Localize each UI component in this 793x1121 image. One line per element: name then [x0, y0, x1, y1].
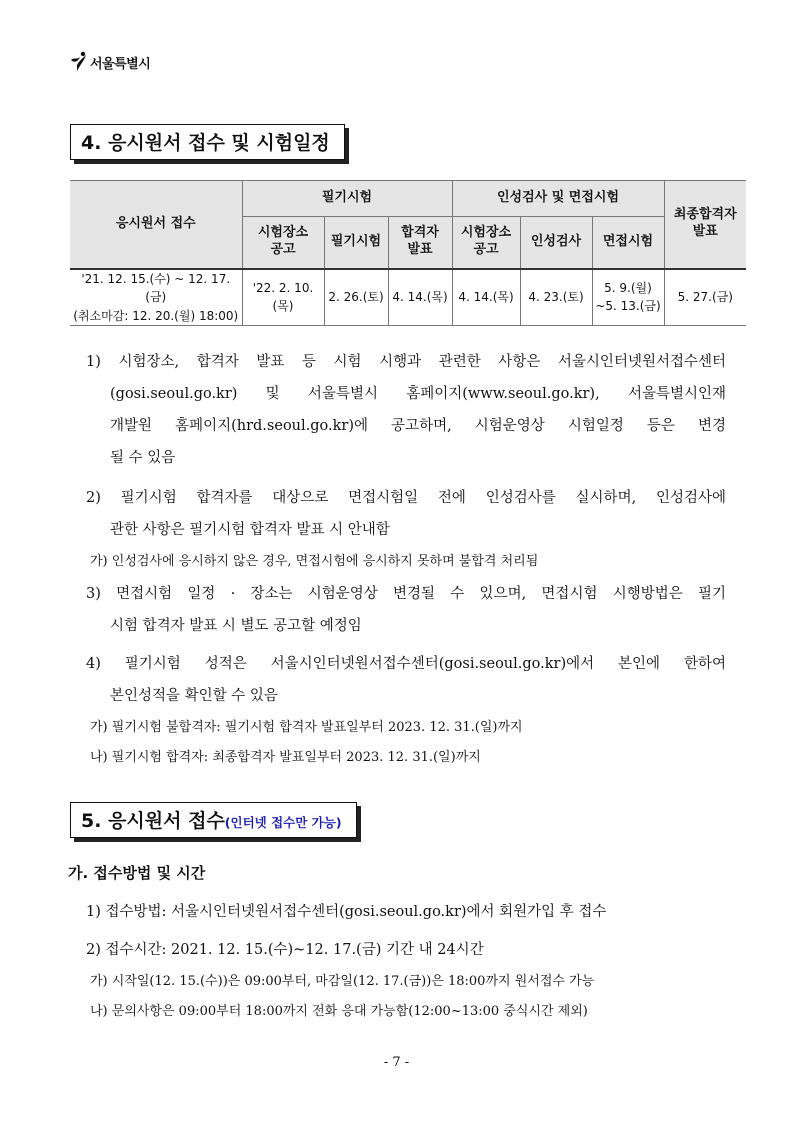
note-3-line1: 3) 면접시험 일정 · 장소는 시험운영상 변경될 수 있으며, 면접시험 시행방법은 필기: [86, 586, 726, 602]
col-exam-notice2: 시험장소 공고: [452, 217, 520, 269]
cell-written-exam: 2. 26.(토): [324, 269, 388, 326]
col-exam-notice: 시험장소 공고: [242, 217, 324, 269]
col-personality: 인성검사: [520, 217, 592, 269]
cell-exam-notice: '22. 2. 10.(목): [242, 269, 324, 326]
col-receipt: 응시원서 접수: [70, 181, 242, 269]
note-1-line3: 개발원 홈페이지(hrd.seoul.go.kr)에 공고하며, 시험운영상 시험일정 등은 변경: [110, 418, 726, 434]
note-1-line2: (gosi.seoul.go.kr) 및 서울특별시 홈페이지(www.seoul.go.kr), 서울특별시인재: [110, 386, 726, 402]
section5-title: 5. 응시원서 접수: [81, 810, 225, 832]
section5-sub-heading: 가. 접수방법 및 시간: [68, 864, 206, 882]
note-4-sub-a: 가) 필기시험 불합격자: 필기시험 합격자 발표일부터 2023. 12. 31.(일)까지: [90, 720, 523, 735]
note-2-sub-a: 가) 인성검사에 응시하지 않은 경우, 면접시험에 응시하지 못하며 불합격 처리됨: [90, 554, 539, 569]
receipt-time: 2) 접수시간: 2021. 12. 15.(수)~12. 17.(금) 기간 내 24시간: [86, 942, 484, 958]
receipt-time-sub-a: 가) 시작일(12. 15.(수))은 09:00부터, 마감일(12. 17.(금))은 18:00까지 원서접수 가능: [90, 974, 595, 989]
note-4-line2: 본인성적을 확인할 수 있음: [110, 688, 278, 704]
col-written-exam: 필기시험: [324, 217, 388, 269]
schedule-table: [70, 180, 746, 326]
receipt-method: 1) 접수방법: 서울시인터넷원서접수센터(gosi.seoul.go.kr)에서 회원가입 후 접수: [86, 904, 607, 920]
cell-exam-notice2: 4. 14.(목): [452, 269, 520, 326]
note-4-line1: 4) 필기시험 성적은 서울시인터넷원서접수센터(gosi.seoul.go.kr)에서 본인에 한하여: [86, 656, 726, 672]
note-3-line2: 시험 합격자 발표 시 별도 공고할 예정임: [110, 618, 362, 634]
group-written: 필기시험: [242, 181, 452, 217]
note-4-sub-b: 나) 필기시험 합격자: 최종합격자 발표일부터 2023. 12. 31.(일)까지: [90, 750, 481, 765]
seoul-logo: [68, 50, 150, 74]
seoul-logo-icon: [68, 51, 88, 73]
col-pass-notice: 합격자 발표: [388, 217, 452, 269]
cell-interview: 5. 9.(월) ~5. 13.(금): [592, 269, 664, 326]
cell-receipt: '21. 12. 15.(수) ~ 12. 17.(금) (취소마감: 12. 20.(월) 18:00): [70, 269, 242, 326]
cell-final: 5. 27.(금): [664, 269, 746, 326]
section5-subtitle: (인터넷 접수만 가능): [224, 815, 342, 830]
note-2-line1: 2) 필기시험 합격자를 대상으로 면접시험일 전에 인성검사를 실시하며, 인성검사에: [86, 490, 726, 506]
receipt-time-sub-b: 나) 문의사항은 09:00부터 18:00까지 전화 응대 가능함(12:00~13:00 중식시간 제외): [90, 1004, 588, 1019]
group-interview: 인성검사 및 면접시험: [452, 181, 664, 217]
col-interview: 면접시험: [592, 217, 664, 269]
section4-title: 4. 응시원서 접수 및 시험일정: [70, 124, 345, 160]
col-final: 최종합격자 발표: [664, 181, 746, 269]
table-row: [70, 269, 746, 326]
note-1-line1: 1) 시험장소, 합격자 발표 등 시험 시행과 관련한 사항은 서울시인터넷원서접수센터: [86, 354, 726, 370]
page-number: - 7 -: [383, 1055, 410, 1070]
note-2-line2: 관한 사항은 필기시험 합격자 발표 시 안내함: [110, 522, 390, 538]
cell-pass-notice: 4. 14.(목): [388, 269, 452, 326]
section5-heading: [70, 802, 357, 838]
cell-personality: 4. 23.(토): [520, 269, 592, 326]
logo-text: 서울특별시: [90, 56, 151, 72]
section4-heading: [70, 124, 345, 160]
note-1-line4: 될 수 있음: [110, 450, 176, 466]
